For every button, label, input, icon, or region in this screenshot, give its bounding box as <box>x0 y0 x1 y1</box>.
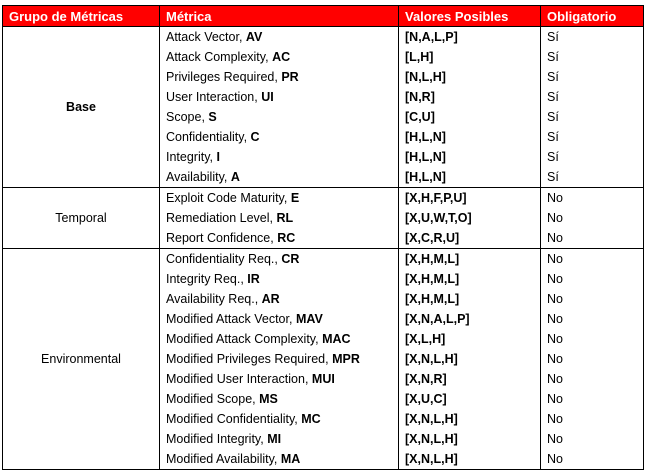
required-cell: No <box>541 188 644 209</box>
metric-name: Modified User Interaction, <box>166 372 312 386</box>
possible-values-cell: [N,R] <box>399 87 541 107</box>
possible-values-cell: [L,H] <box>399 47 541 67</box>
table-row <box>3 249 644 270</box>
possible-values-cell: [X,N,L,H] <box>399 429 541 449</box>
metric-name: Modified Integrity, <box>166 432 268 446</box>
required-cell: Sí <box>541 87 644 107</box>
possible-values-cell: [X,L,H] <box>399 329 541 349</box>
possible-values-cell: [N,A,L,P] <box>399 27 541 48</box>
possible-values-cell: [H,L,N] <box>399 147 541 167</box>
metric-abbreviation: PR <box>281 70 299 84</box>
metric-abbreviation: IR <box>247 272 260 286</box>
required-cell: Sí <box>541 67 644 87</box>
metric-group-base: Base <box>3 27 160 188</box>
possible-values-cell: [X,H,M,L] <box>399 289 541 309</box>
metric-abbreviation: S <box>208 110 217 124</box>
metric-name: Modified Scope, <box>166 392 260 406</box>
table-row <box>3 188 644 209</box>
required-cell: No <box>541 369 644 389</box>
metric-abbreviation: E <box>290 191 300 205</box>
possible-values-cell: [X,N,L,H] <box>399 349 541 369</box>
required-cell: No <box>541 289 644 309</box>
metric-group-environmental: Environmental <box>3 249 160 470</box>
required-cell: No <box>541 208 644 228</box>
table-header-row <box>3 6 644 27</box>
possible-values-cell: [X,U,W,T,O] <box>399 208 541 228</box>
metric-cell <box>160 127 399 147</box>
metric-cell <box>160 47 399 67</box>
metric-cell <box>160 429 399 449</box>
possible-values-cell: [X,H,M,L] <box>399 249 541 270</box>
possible-values-cell: [N,L,H] <box>399 67 541 87</box>
required-cell: Sí <box>541 107 644 127</box>
metric-abbreviation: C <box>250 130 260 144</box>
metric-name: Modified Confidentiality, <box>166 412 302 426</box>
cvss-metrics-table <box>2 5 644 470</box>
required-cell: No <box>541 389 644 409</box>
possible-values-cell: [X,N,L,H] <box>399 409 541 429</box>
metric-cell <box>160 409 399 429</box>
metric-group-temporal: Temporal <box>3 188 160 249</box>
possible-values-cell: [C,U] <box>399 107 541 127</box>
metric-cell <box>160 87 399 107</box>
metric-cell <box>160 329 399 349</box>
metric-cell <box>160 188 399 209</box>
header-metric-group: Grupo de Métricas <box>3 6 160 27</box>
required-cell: No <box>541 309 644 329</box>
metric-name: Confidentiality Req., <box>166 252 282 266</box>
metric-cell <box>160 208 399 228</box>
metric-cell <box>160 309 399 329</box>
possible-values-cell: [H,L,N] <box>399 167 541 188</box>
required-cell: No <box>541 249 644 270</box>
header-possible-values: Valores Posibles <box>399 6 541 27</box>
possible-values-cell: [X,H,M,L] <box>399 269 541 289</box>
metric-cell <box>160 369 399 389</box>
metric-abbreviation: MI <box>267 432 282 446</box>
metric-abbreviation: MAV <box>295 312 323 326</box>
metric-abbreviation: MPR <box>332 352 360 366</box>
required-cell: No <box>541 449 644 470</box>
metric-cell <box>160 27 399 48</box>
required-cell: Sí <box>541 27 644 48</box>
metric-name: Report Confidence, <box>166 231 278 245</box>
metric-cell <box>160 249 399 270</box>
possible-values-cell: [X,N,A,L,P] <box>399 309 541 329</box>
metric-abbreviation: MAC <box>322 332 351 346</box>
metric-name: Confidentiality, <box>166 130 251 144</box>
possible-values-cell: [H,L,N] <box>399 127 541 147</box>
metric-cell <box>160 228 399 249</box>
table-body <box>3 27 644 470</box>
required-cell: Sí <box>541 147 644 167</box>
metric-name: Remediation Level, <box>166 211 277 225</box>
required-cell: No <box>541 269 644 289</box>
metric-abbreviation: MS <box>259 392 278 406</box>
required-cell: No <box>541 349 644 369</box>
metric-abbreviation: RL <box>276 211 294 225</box>
metric-cell <box>160 147 399 167</box>
required-cell: No <box>541 228 644 249</box>
possible-values-cell: [X,C,R,U] <box>399 228 541 249</box>
metric-cell <box>160 449 399 470</box>
required-cell: No <box>541 429 644 449</box>
metric-cell <box>160 349 399 369</box>
metric-name: Availability, <box>166 170 231 184</box>
metric-name: Attack Complexity, <box>166 50 273 64</box>
metric-cell <box>160 67 399 87</box>
possible-values-cell: [X,N,R] <box>399 369 541 389</box>
possible-values-cell: [X,U,C] <box>399 389 541 409</box>
metric-abbreviation: AC <box>272 50 291 64</box>
metric-cell <box>160 107 399 127</box>
metric-cell <box>160 389 399 409</box>
table-row <box>3 27 644 48</box>
metric-abbreviation: RC <box>277 231 296 245</box>
metric-name: Modified Availability, <box>166 452 281 466</box>
metric-abbreviation: A <box>230 170 240 184</box>
metric-abbreviation: MA <box>280 452 301 466</box>
metric-name: Attack Vector, <box>166 30 246 44</box>
metric-abbreviation: AR <box>261 292 280 306</box>
possible-values-cell: [X,H,F,P,U] <box>399 188 541 209</box>
required-cell: Sí <box>541 127 644 147</box>
required-cell: No <box>541 409 644 429</box>
metric-abbreviation: UI <box>261 90 274 104</box>
metric-name: Exploit Code Maturity, <box>166 191 291 205</box>
metric-name: Modified Attack Complexity, <box>166 332 323 346</box>
metric-abbreviation: MC <box>301 412 321 426</box>
metric-name: Scope, <box>166 110 209 124</box>
header-required: Obligatorio <box>541 6 644 27</box>
header-metric: Métrica <box>160 6 399 27</box>
required-cell: Sí <box>541 47 644 67</box>
metric-abbreviation: MUI <box>311 372 335 386</box>
metric-name: Privileges Required, <box>166 70 282 84</box>
metric-name: Integrity Req., <box>166 272 248 286</box>
metric-name: Availability Req., <box>166 292 262 306</box>
metric-cell <box>160 289 399 309</box>
metric-cell <box>160 269 399 289</box>
metric-name: Modified Attack Vector, <box>166 312 296 326</box>
metric-name: Modified Privileges Required, <box>166 352 333 366</box>
metric-name: User Interaction, <box>166 90 262 104</box>
metric-abbreviation: CR <box>281 252 300 266</box>
possible-values-cell: [X,N,L,H] <box>399 449 541 470</box>
required-cell: Sí <box>541 167 644 188</box>
metric-cell <box>160 167 399 188</box>
metric-abbreviation: AV <box>245 30 263 44</box>
required-cell: No <box>541 329 644 349</box>
metric-name: Integrity, <box>166 150 217 164</box>
metric-abbreviation: I <box>216 150 220 164</box>
